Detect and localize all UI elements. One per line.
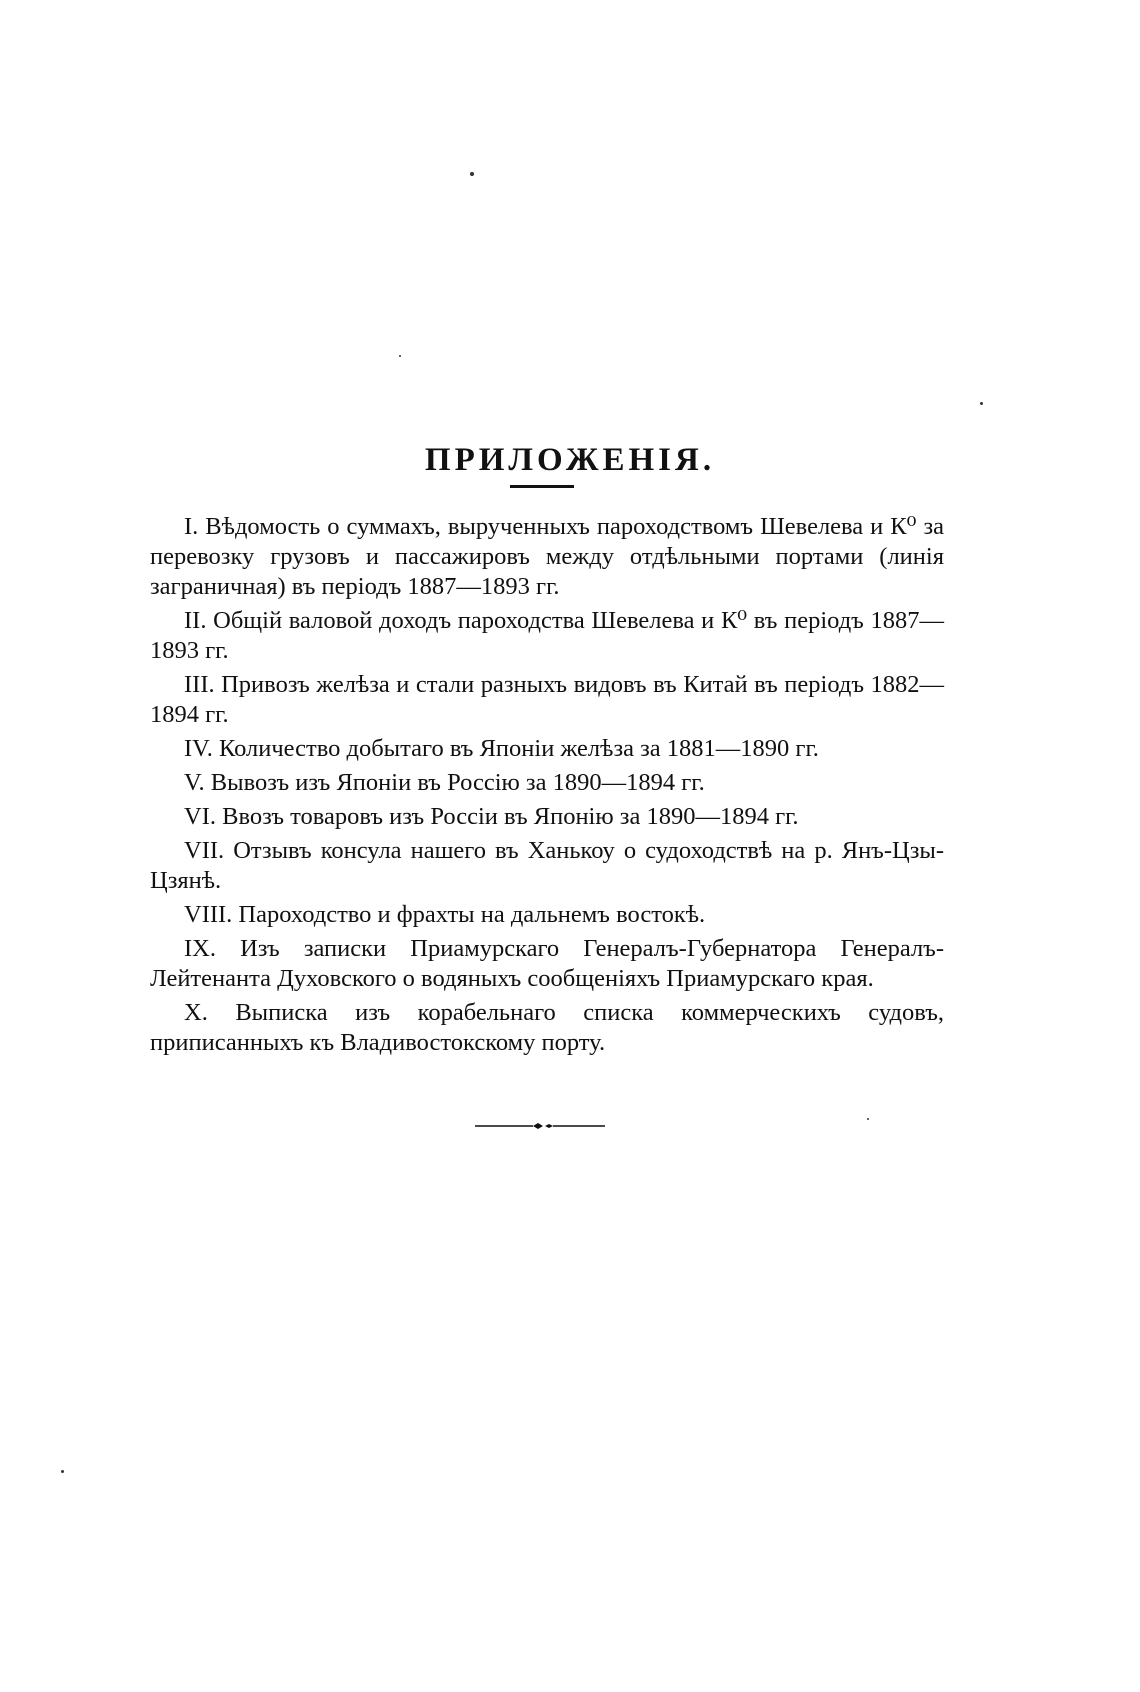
entry-number: III.: [184, 671, 215, 698]
entry-text: Выписка изъ корабельнаго списка коммерческихъ судовъ, приписанныхъ къ Владивостокскому порту.: [150, 999, 945, 1056]
entry-number: VII.: [184, 837, 225, 864]
entry-text: Ввозъ товаровъ изъ Россіи въ Японію за 1890—1894 гг.: [222, 803, 799, 830]
entry-text: Отзывъ консула нашего въ Ханькоу о судоходствѣ на р. Янъ-Цзы-Цзянѣ.: [150, 837, 945, 894]
appendix-entry: [150, 734, 944, 764]
entry-number: IX.: [184, 935, 216, 962]
entry-number: X.: [184, 999, 208, 1026]
appendix-entry: [150, 802, 944, 832]
appendix-entry: [150, 934, 944, 994]
entry-number: II.: [184, 607, 207, 634]
appendix-entry: [150, 768, 944, 798]
entry-number: IV.: [184, 735, 213, 762]
scan-speck: [399, 355, 401, 357]
entry-text: Количество добытаго въ Японіи желѣза за 1881—1890 гг.: [218, 735, 819, 762]
appendix-entry: [150, 900, 944, 930]
appendix-entry: [150, 512, 944, 602]
entry-number: I.: [184, 513, 199, 540]
appendix-entry: [150, 606, 944, 666]
appendix-entry: [150, 998, 944, 1058]
entry-text: Привозъ желѣза и стали разныхъ видовъ въ Китай въ періодъ 1882—1894 гг.: [150, 671, 944, 728]
entry-number: V.: [184, 769, 205, 796]
scan-speck: [61, 1470, 64, 1473]
entry-number: VIII.: [184, 901, 233, 928]
end-ornament: [475, 1122, 605, 1130]
appendix-entry: [150, 836, 944, 896]
scan-speck: [470, 172, 474, 176]
entry-text: Вѣдомость о суммахъ, вырученныхъ пароходствомъ Шевелева и К⁰ за перевозку грузовъ и пассажировъ между отдѣльными портами (линія заграничная) въ періодъ 1887—1893 гг.: [150, 513, 944, 600]
page-title: ПРИЛОЖЕНІЯ.: [424, 442, 716, 479]
appendix-list: [150, 512, 944, 1062]
scan-speck: [980, 402, 983, 405]
entry-number: VI.: [184, 803, 216, 830]
scan-speck: [867, 1118, 869, 1120]
entry-text: Общій валовой доходъ пароходства Шевелева и К⁰ въ періодъ 1887—1893 гг.: [150, 607, 945, 664]
appendix-entry: [150, 670, 944, 730]
title-rule: [510, 485, 574, 488]
entry-text: Пароходство и фрахты на дальнемъ востокѣ.: [238, 901, 706, 928]
entry-text: Изъ записки Приамурскаго Генералъ-Губернатора Генералъ-Лейтенанта Духовского о водяныхъ сообщеніяхъ Приамурскаго края.: [150, 935, 945, 992]
entry-text: Вывозъ изъ Японіи въ Россію за 1890—1894 гг.: [210, 769, 705, 796]
